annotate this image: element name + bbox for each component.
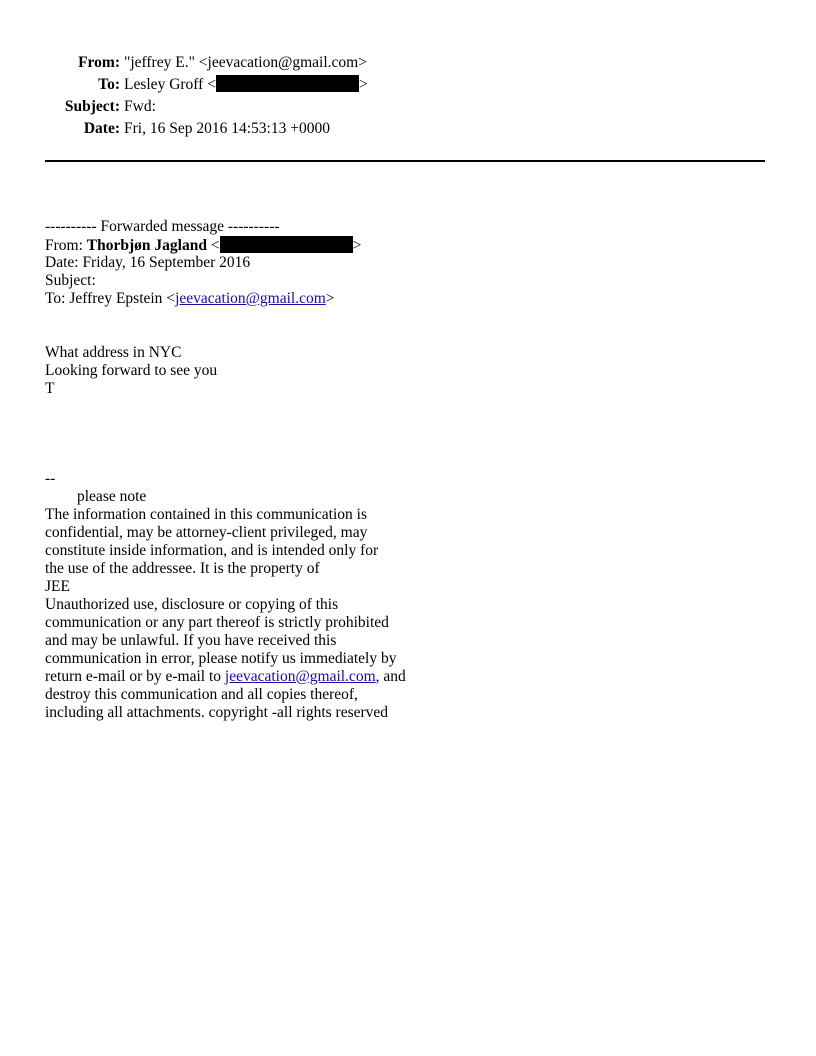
header-from-row	[45, 52, 368, 74]
to-close: >	[358, 76, 368, 93]
header-subject-row	[45, 96, 368, 118]
forwarded-from-prefix: From:	[45, 237, 87, 254]
redaction-bar	[216, 75, 359, 92]
disclaimer-line: constitute inside information, and is intended only for	[45, 542, 379, 559]
header-to-row	[45, 74, 368, 96]
subject-value: Fwd:	[124, 98, 156, 115]
disclaimer-line	[45, 668, 765, 686]
forwarded-to	[45, 290, 765, 308]
date-value: Fri, 16 Sep 2016 14:53:13 +0000	[124, 120, 330, 137]
forwarded-to-email-link[interactable]: jeevacation@gmail.com	[175, 290, 326, 307]
message-line: What address in NYC	[45, 344, 182, 361]
redaction-bar	[220, 236, 353, 253]
forwarded-from	[45, 236, 765, 254]
disclaimer-l10-prefix: return e-mail or by e-mail to	[45, 668, 225, 685]
forwarded-banner: ---------- Forwarded message ----------	[45, 218, 280, 235]
disclaimer-line: The information contained in this communication is	[45, 506, 367, 523]
disclaimer-line: communication or any part thereof is strictly prohibited	[45, 614, 389, 631]
email-body	[45, 218, 765, 722]
forwarded-from-name: Thorbjøn Jagland	[86, 237, 207, 254]
header-date-row	[45, 118, 368, 140]
header-divider	[45, 160, 765, 162]
disclaimer-line: the use of the addressee. It is the property of	[45, 560, 320, 577]
signature-separator: --	[45, 470, 56, 487]
forwarded-to-prefix: To: Jeffrey Epstein <	[45, 290, 176, 307]
disclaimer-email-link[interactable]: jeevacation@gmail.com	[224, 668, 376, 685]
forwarded-from-open: <	[206, 237, 220, 254]
please-note: please note	[77, 488, 147, 505]
to-label: To:	[98, 76, 120, 93]
message-line: Looking forward to see you	[45, 362, 218, 379]
from-label: From:	[78, 54, 120, 71]
disclaimer-line: including all attachments. copyright -all rights reserved	[45, 704, 389, 721]
disclaimer-line: and may be unlawful. If you have received this	[45, 632, 337, 649]
forwarded-date: Date: Friday, 16 September 2016	[45, 254, 251, 271]
to-name: Lesley Groff <	[124, 76, 216, 93]
message-line: T	[45, 380, 55, 397]
disclaimer-line: Unauthorized use, disclosure or copying of this	[45, 596, 339, 613]
forwarded-from-close: >	[352, 237, 362, 254]
subject-label: Subject:	[64, 98, 120, 115]
from-value: "jeffrey E." <jeevacation@gmail.com>	[124, 54, 367, 71]
disclaimer-l10-suffix: , and	[375, 668, 406, 685]
disclaimer-line: confidential, may be attorney-client privileged, may	[45, 524, 368, 541]
disclaimer-line: destroy this communication and all copies thereof,	[45, 686, 358, 703]
email-header	[45, 52, 368, 140]
forwarded-subject: Subject:	[45, 272, 96, 289]
disclaimer-line: communication in error, please notify us immediately by	[45, 650, 397, 667]
disclaimer-line: JEE	[45, 578, 70, 595]
to-value	[124, 74, 368, 96]
date-label: Date:	[83, 120, 120, 137]
forwarded-to-close: >	[325, 290, 335, 307]
